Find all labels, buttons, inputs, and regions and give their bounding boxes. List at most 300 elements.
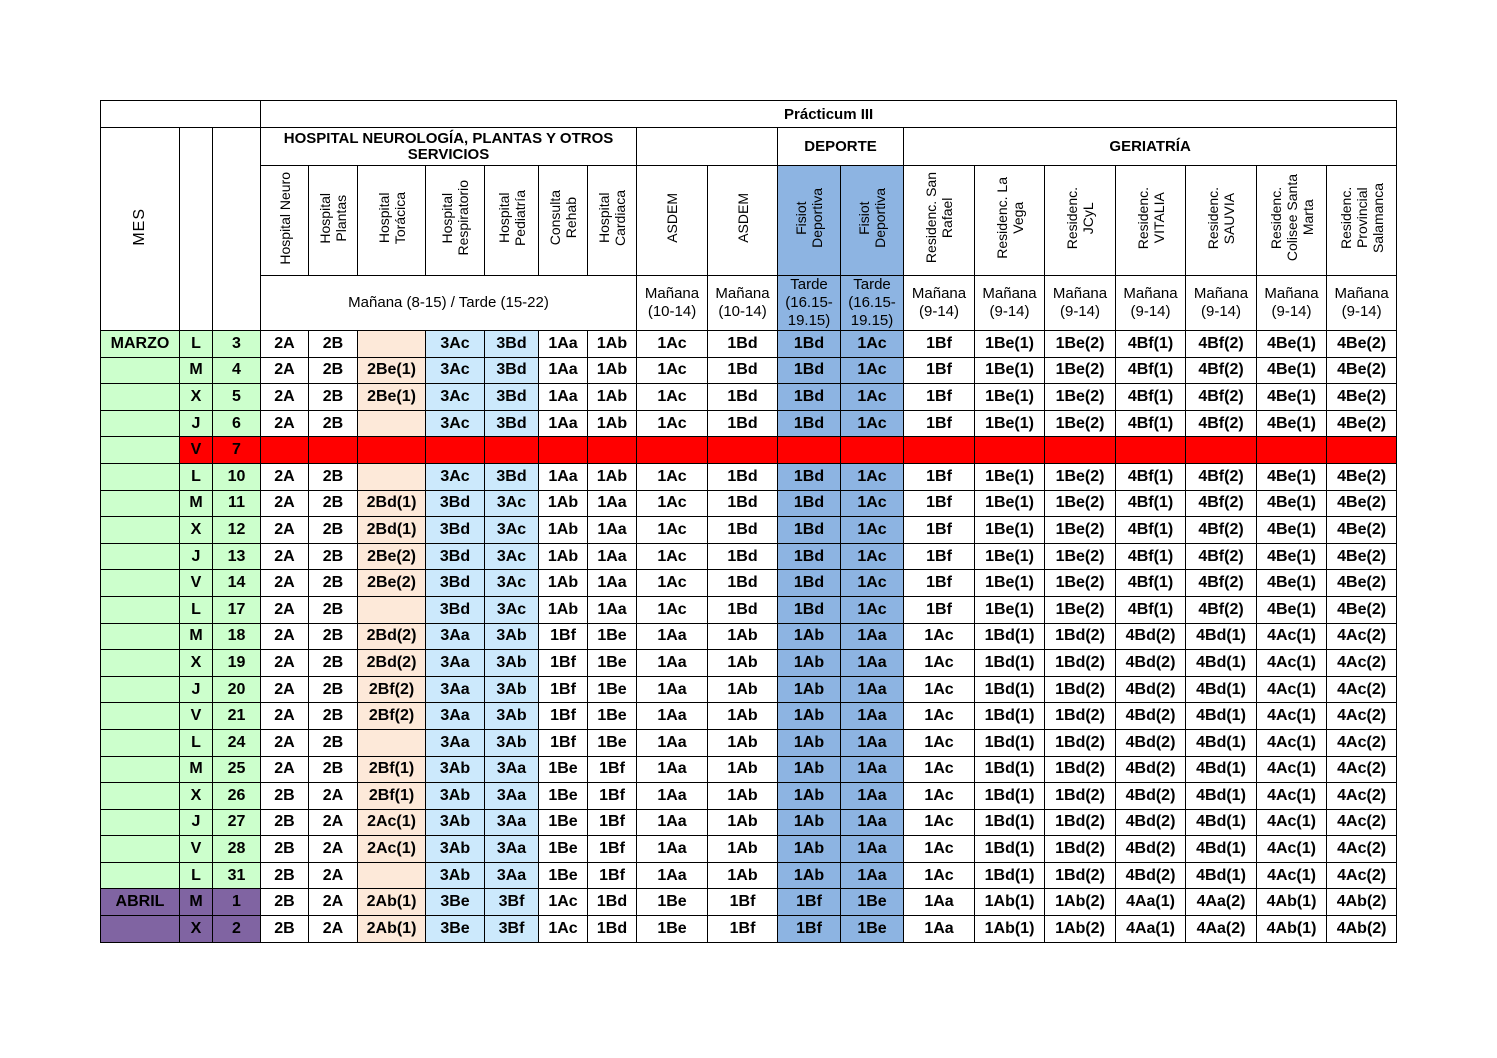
schedule-cell: 2Ac(1) [358, 836, 426, 863]
schedule-cell: 4Bd(1) [1186, 623, 1257, 650]
schedule-cell: 1Aa [841, 783, 904, 810]
schedule-cell: 4Ac(1) [1257, 729, 1327, 756]
schedule-cell: 1Ab [708, 623, 778, 650]
schedule-cell: 1Bd(2) [1045, 836, 1116, 863]
schedule-cell: 3Bd [426, 490, 485, 517]
col-header: Hospital Neuro [261, 166, 309, 276]
schedule-cell: 1Ab(2) [1045, 916, 1116, 943]
schedule-cell: 1Be [588, 650, 637, 677]
schedule-cell: 4Ac(2) [1327, 676, 1397, 703]
schedule-cell: 4Ac(1) [1257, 809, 1327, 836]
day-letter-cell: X [180, 650, 213, 677]
schedule-cell: 1Aa [841, 676, 904, 703]
schedule-cell: 4Bd(2) [1116, 703, 1186, 730]
day-letter-cell: V [180, 836, 213, 863]
schedule-cell: 4Be(1) [1257, 490, 1327, 517]
schedule-cell [1045, 437, 1116, 464]
schedule-cell: 2B [261, 916, 309, 943]
schedule-cell: 1Ab [778, 676, 841, 703]
schedule-cell: 1Aa [637, 703, 708, 730]
schedule-cell: 3Aa [485, 783, 539, 810]
schedule-cell: 3Bd [485, 331, 539, 358]
schedule-cell: 2A [261, 384, 309, 411]
schedule-cell [358, 410, 426, 437]
table-row [101, 836, 1397, 863]
schedule-cell: 1Bd(1) [975, 729, 1045, 756]
schedule-cell: 1Be [588, 623, 637, 650]
schedule-cell: 2A [261, 463, 309, 490]
schedule-cell: 1Be [637, 916, 708, 943]
schedule-cell: 2B [261, 889, 309, 916]
month-header: MES [101, 128, 180, 331]
schedule-cell: 4Be(2) [1327, 543, 1397, 570]
schedule-cell: 1Ab [708, 650, 778, 677]
schedule-cell: 1Aa [588, 570, 637, 597]
schedule-cell: 4Aa(1) [1116, 889, 1186, 916]
schedule-cell: 1Ac [637, 517, 708, 544]
month-cell [101, 836, 180, 863]
schedule-cell: 1Aa [904, 916, 975, 943]
schedule-cell: 4Bd(1) [1186, 809, 1257, 836]
day-letter-cell: J [180, 676, 213, 703]
col-header: Hospital Torácica [358, 166, 426, 276]
schedule-cell [1257, 437, 1327, 464]
schedule-cell: 1Ac [637, 331, 708, 358]
schedule-cell: 2A [261, 623, 309, 650]
schedule-cell: 1Be [539, 862, 588, 889]
schedule-cell: 4Bd(1) [1186, 650, 1257, 677]
schedule-cell: 1Be [841, 889, 904, 916]
schedule-cell: 1Be [539, 809, 588, 836]
schedule-cell: 3Ab [426, 756, 485, 783]
month-cell [101, 570, 180, 597]
schedule-cell: 1Bf [904, 490, 975, 517]
schedule-cell: 1Ab [539, 517, 588, 544]
schedule-cell: 1Be(2) [1045, 384, 1116, 411]
schedule-cell: 2A [261, 357, 309, 384]
schedule-cell: 3Be [426, 889, 485, 916]
schedule-cell: 1Bd [778, 384, 841, 411]
schedule-cell: 4Ac(1) [1257, 703, 1327, 730]
schedule-cell: 1Ab [708, 809, 778, 836]
schedule-cell: 3Be [426, 916, 485, 943]
schedule-cell: 4Ac(1) [1257, 623, 1327, 650]
table-row [101, 756, 1397, 783]
schedule-cell: 4Bd(2) [1116, 783, 1186, 810]
schedule-cell: 1Ac [904, 623, 975, 650]
schedule-cell: 1Bf [539, 623, 588, 650]
schedule-cell: 2B [261, 783, 309, 810]
schedule-cell: 1Bd [778, 331, 841, 358]
schedule-cell: 2Bd(1) [358, 490, 426, 517]
schedule-cell: 1Ab [778, 623, 841, 650]
schedule-cell: 1Bd [708, 331, 778, 358]
day-number-cell: 6 [213, 410, 261, 437]
day-number-cell: 14 [213, 570, 261, 597]
schedule-cell: 2B [309, 596, 358, 623]
table-row [101, 676, 1397, 703]
schedule-cell: 1Be [539, 783, 588, 810]
schedule-cell: 1Aa [637, 729, 708, 756]
table-row [101, 862, 1397, 889]
schedule-cell: 3Ab [485, 729, 539, 756]
schedule-cell: 3Aa [485, 756, 539, 783]
schedule-cell: 1Ac [841, 490, 904, 517]
table-row [101, 490, 1397, 517]
schedule-cell: 2A [261, 490, 309, 517]
schedule-cell [1327, 437, 1397, 464]
schedule-cell: 1Ab [778, 650, 841, 677]
schedule-cell: 1Be(1) [975, 570, 1045, 597]
schedule-cell: 1Be(2) [1045, 517, 1116, 544]
day-number-cell: 10 [213, 463, 261, 490]
day-letter-cell: V [180, 570, 213, 597]
schedule-cell [261, 437, 309, 464]
schedule-cell: 1Bf [588, 783, 637, 810]
col-header: Hospital Plantas [309, 166, 358, 276]
schedule-cell: 1Bf [539, 650, 588, 677]
schedule-cell: 1Be(2) [1045, 570, 1116, 597]
schedule-cell: 1Be [539, 756, 588, 783]
schedule-cell: 1Aa [539, 331, 588, 358]
schedule-cell: 4Aa(2) [1186, 916, 1257, 943]
col-header: Residenc. SAUVIA [1186, 166, 1257, 276]
shift-geriatria: Mañana (9-14) [1116, 276, 1186, 331]
schedule-cell: 1Be(1) [975, 543, 1045, 570]
schedule-cell [588, 437, 637, 464]
schedule-cell: 1Be(1) [975, 357, 1045, 384]
schedule-cell: 1Ab [708, 756, 778, 783]
schedule-cell: 3Aa [426, 676, 485, 703]
col-header: Residenc. Provincial Salamanca [1327, 166, 1397, 276]
schedule-cell: 1Bd [588, 916, 637, 943]
schedule-cell: 1Bd [708, 357, 778, 384]
schedule-cell: 1Bd [708, 410, 778, 437]
schedule-cell [358, 862, 426, 889]
table-row [101, 809, 1397, 836]
schedule-cell: 1Ac [841, 517, 904, 544]
schedule-cell: 1Be [841, 916, 904, 943]
schedule-cell: 4Bf(2) [1186, 570, 1257, 597]
schedule-cell: 1Ac [539, 889, 588, 916]
schedule-cell: 1Ac [637, 384, 708, 411]
schedule-cell: 4Bf(2) [1186, 357, 1257, 384]
schedule-cell: 1Bf [904, 463, 975, 490]
month-cell [101, 809, 180, 836]
schedule-cell: 4Ac(2) [1327, 809, 1397, 836]
schedule-cell: 3Bd [426, 570, 485, 597]
schedule-cell: 1Aa [539, 463, 588, 490]
table-row [101, 437, 1397, 464]
schedule-cell: 3Aa [485, 836, 539, 863]
schedule-cell: 4Bd(1) [1186, 756, 1257, 783]
schedule-cell: 4Be(2) [1327, 570, 1397, 597]
schedule-cell: 1Ab [778, 809, 841, 836]
schedule-cell: 1Ac [637, 463, 708, 490]
schedule-cell: 1Be(1) [975, 331, 1045, 358]
schedule-cell: 4Be(1) [1257, 331, 1327, 358]
day-letter-cell: L [180, 596, 213, 623]
schedule-cell: 1Aa [637, 862, 708, 889]
schedule-cell: 4Ac(2) [1327, 703, 1397, 730]
schedule-cell: 4Bf(1) [1116, 490, 1186, 517]
schedule-cell: 4Bd(2) [1116, 676, 1186, 703]
schedule-cell: 1Ac [841, 331, 904, 358]
table-row [101, 703, 1397, 730]
schedule-cell: 1Be(2) [1045, 596, 1116, 623]
schedule-cell: 1Aa [588, 596, 637, 623]
col-header: ASDEM [637, 166, 708, 276]
schedule-cell: 1Bd(1) [975, 676, 1045, 703]
schedule-cell: 1Bd(1) [975, 703, 1045, 730]
schedule-cell: 1Be(2) [1045, 331, 1116, 358]
schedule-cell: 4Bd(1) [1186, 676, 1257, 703]
schedule-cell [358, 437, 426, 464]
schedule-cell: 1Aa [841, 623, 904, 650]
schedule-cell: 3Ab [485, 650, 539, 677]
schedule-cell: 4Be(1) [1257, 384, 1327, 411]
schedule-cell: 1Be(1) [975, 517, 1045, 544]
schedule-cell: 1Aa [539, 384, 588, 411]
schedule-cell: 1Be(1) [975, 596, 1045, 623]
month-cell [101, 357, 180, 384]
day-letter-cell: V [180, 703, 213, 730]
shift-hospital: Mañana (8-15) / Tarde (15-22) [261, 276, 637, 331]
schedule-cell: 1Bd [778, 596, 841, 623]
schedule-cell [539, 437, 588, 464]
schedule-cell: 4Ac(2) [1327, 623, 1397, 650]
schedule-cell: 4Be(2) [1327, 357, 1397, 384]
schedule-cell: 2Be(2) [358, 543, 426, 570]
schedule-cell: 4Ac(2) [1327, 729, 1397, 756]
month-cell [101, 650, 180, 677]
month-cell [101, 783, 180, 810]
table-row [101, 596, 1397, 623]
schedule-cell: 1Bd [708, 570, 778, 597]
schedule-cell: 3Bf [485, 889, 539, 916]
day-letter-cell: L [180, 862, 213, 889]
schedule-cell: 1Aa [588, 490, 637, 517]
schedule-cell: 3Bd [426, 596, 485, 623]
schedule-cell: 1Bd(2) [1045, 676, 1116, 703]
schedule-cell: 1Aa [539, 357, 588, 384]
schedule-cell: 3Aa [426, 623, 485, 650]
schedule-cell: 1Bd [778, 517, 841, 544]
day-number-cell: 25 [213, 756, 261, 783]
schedule-cell: 3Ac [485, 517, 539, 544]
schedule-cell: 3Bd [485, 384, 539, 411]
schedule-cell [904, 437, 975, 464]
schedule-cell: 1Bd(2) [1045, 650, 1116, 677]
schedule-cell: 1Bd [778, 490, 841, 517]
col-header: Consulta Rehab [539, 166, 588, 276]
schedule-cell: 3Ac [426, 357, 485, 384]
schedule-cell: 1Be(1) [975, 384, 1045, 411]
day-number-cell: 2 [213, 916, 261, 943]
schedule-cell: 4Bf(2) [1186, 543, 1257, 570]
schedule-cell: 3Ac [485, 570, 539, 597]
schedule-cell: 2Ab(1) [358, 889, 426, 916]
schedule-cell: 1Bd(1) [975, 783, 1045, 810]
schedule-cell: 1Ac [904, 703, 975, 730]
schedule-cell: 2B [309, 357, 358, 384]
schedule-cell: 4Ab(2) [1327, 889, 1397, 916]
schedule-cell: 1Be [588, 729, 637, 756]
schedule-cell: 1Bd(1) [975, 623, 1045, 650]
schedule-cell: 1Ac [637, 543, 708, 570]
schedule-cell: 3Ac [426, 384, 485, 411]
schedule-cell: 4Bf(1) [1116, 543, 1186, 570]
schedule-cell: 4Aa(1) [1116, 916, 1186, 943]
schedule-cell [975, 437, 1045, 464]
schedule-cell: 1Bd(1) [975, 809, 1045, 836]
schedule-cell: 1Aa [588, 543, 637, 570]
month-cell [101, 543, 180, 570]
schedule-cell: 1Bf [904, 517, 975, 544]
practicum-schedule-table [100, 100, 1397, 943]
schedule-cell: 3Ab [485, 703, 539, 730]
schedule-cell: 3Ac [426, 463, 485, 490]
schedule-cell: 1Ac [841, 463, 904, 490]
schedule-cell: 4Bf(2) [1186, 517, 1257, 544]
schedule-cell: 1Ac [637, 410, 708, 437]
schedule-cell: 1Bf [904, 570, 975, 597]
schedule-cell: 1Bd(2) [1045, 729, 1116, 756]
schedule-cell: 3Bd [485, 410, 539, 437]
col-header: Residenc. La Vega [975, 166, 1045, 276]
day-letter-cell: V [180, 437, 213, 464]
schedule-cell: 4Bd(2) [1116, 623, 1186, 650]
day-letter-header [180, 128, 213, 331]
schedule-cell: 4Be(1) [1257, 596, 1327, 623]
schedule-cell: 1Bf [588, 862, 637, 889]
schedule-cell: 4Ac(2) [1327, 836, 1397, 863]
month-cell: MARZO [101, 331, 180, 358]
schedule-cell [358, 331, 426, 358]
schedule-cell: 4Ac(1) [1257, 650, 1327, 677]
schedule-cell: 3Ac [426, 410, 485, 437]
schedule-cell: 1Ab [708, 862, 778, 889]
schedule-cell: 2B [309, 570, 358, 597]
schedule-cell: 2B [309, 756, 358, 783]
schedule-cell: 4Bd(1) [1186, 862, 1257, 889]
schedule-cell: 1Be(1) [975, 410, 1045, 437]
schedule-cell: 1Be(2) [1045, 490, 1116, 517]
schedule-cell: 1Ac [841, 570, 904, 597]
schedule-cell: 2Bf(1) [358, 756, 426, 783]
schedule-cell: 2B [261, 809, 309, 836]
schedule-cell: 4Bf(1) [1116, 596, 1186, 623]
month-cell: ABRIL [101, 889, 180, 916]
col-header: ASDEM [708, 166, 778, 276]
schedule-cell: 1Ab [778, 729, 841, 756]
schedule-cell: 3Bd [485, 463, 539, 490]
schedule-cell: 2Be(2) [358, 570, 426, 597]
schedule-cell: 1Be(1) [975, 490, 1045, 517]
schedule-cell: 1Aa [539, 410, 588, 437]
schedule-cell: 1Ab [778, 836, 841, 863]
col-header: Residenc. Colisee Santa Marta [1257, 166, 1327, 276]
schedule-cell [708, 437, 778, 464]
col-header: Residenc. JCyL [1045, 166, 1116, 276]
schedule-cell: 2A [261, 596, 309, 623]
schedule-cell: 4Bd(2) [1116, 729, 1186, 756]
table-row [101, 570, 1397, 597]
schedule-cell: 4Be(1) [1257, 570, 1327, 597]
day-letter-cell: M [180, 490, 213, 517]
shift-geriatria: Mañana (9-14) [975, 276, 1045, 331]
schedule-cell: 2A [261, 676, 309, 703]
schedule-cell: 4Bf(1) [1116, 331, 1186, 358]
schedule-cell: 1Be [637, 889, 708, 916]
schedule-cell: 3Aa [426, 729, 485, 756]
group-geriatria: GERIATRÍA [904, 128, 1397, 166]
schedule-cell: 4Ac(1) [1257, 862, 1327, 889]
schedule-cell [1116, 437, 1186, 464]
schedule-cell: 1Aa [637, 623, 708, 650]
day-number-cell: 4 [213, 357, 261, 384]
table-row [101, 331, 1397, 358]
schedule-cell: 1Be(1) [975, 463, 1045, 490]
schedule-cell: 3Ab [426, 809, 485, 836]
schedule-cell: 2A [261, 331, 309, 358]
schedule-cell: 3Ac [426, 331, 485, 358]
table-row [101, 543, 1397, 570]
schedule-cell: 1Ac [904, 756, 975, 783]
schedule-cell: 4Be(1) [1257, 517, 1327, 544]
schedule-cell: 1Bd(1) [975, 836, 1045, 863]
schedule-cell: 4Bf(2) [1186, 596, 1257, 623]
schedule-cell: 1Ab(1) [975, 916, 1045, 943]
schedule-cell: 1Aa [841, 836, 904, 863]
schedule-cell: 1Ac [904, 729, 975, 756]
schedule-cell: 4Ab(2) [1327, 916, 1397, 943]
day-number-cell: 31 [213, 862, 261, 889]
day-letter-cell: X [180, 384, 213, 411]
schedule-cell: 2B [309, 384, 358, 411]
schedule-cell: 2A [261, 703, 309, 730]
schedule-cell: 2B [261, 836, 309, 863]
schedule-cell: 3Bd [426, 517, 485, 544]
schedule-cell: 2A [261, 410, 309, 437]
month-cell [101, 410, 180, 437]
schedule-cell [358, 729, 426, 756]
schedule-cell: 1Be(2) [1045, 463, 1116, 490]
schedule-cell [358, 463, 426, 490]
schedule-cell: 4Bf(1) [1116, 517, 1186, 544]
schedule-cell: 3Bf [485, 916, 539, 943]
schedule-cell: 1Aa [841, 756, 904, 783]
schedule-cell: 3Aa [426, 703, 485, 730]
group-deporte: DEPORTE [778, 128, 904, 166]
schedule-cell: 4Be(2) [1327, 463, 1397, 490]
schedule-cell: 1Ab [708, 729, 778, 756]
schedule-cell: 1Bd(2) [1045, 809, 1116, 836]
schedule-cell: 2B [309, 543, 358, 570]
schedule-cell: 4Ac(1) [1257, 676, 1327, 703]
shift-geriatria: Mañana (9-14) [1327, 276, 1397, 331]
schedule-cell: 3Bd [426, 543, 485, 570]
schedule-cell: 2B [309, 676, 358, 703]
schedule-cell: 2Bf(2) [358, 703, 426, 730]
day-letter-cell: J [180, 410, 213, 437]
schedule-cell: 1Ab [588, 331, 637, 358]
schedule-cell: 4Ac(1) [1257, 836, 1327, 863]
schedule-cell: 2A [261, 543, 309, 570]
schedule-cell: 2A [261, 570, 309, 597]
schedule-cell: 1Bf [904, 543, 975, 570]
schedule-cell [778, 437, 841, 464]
